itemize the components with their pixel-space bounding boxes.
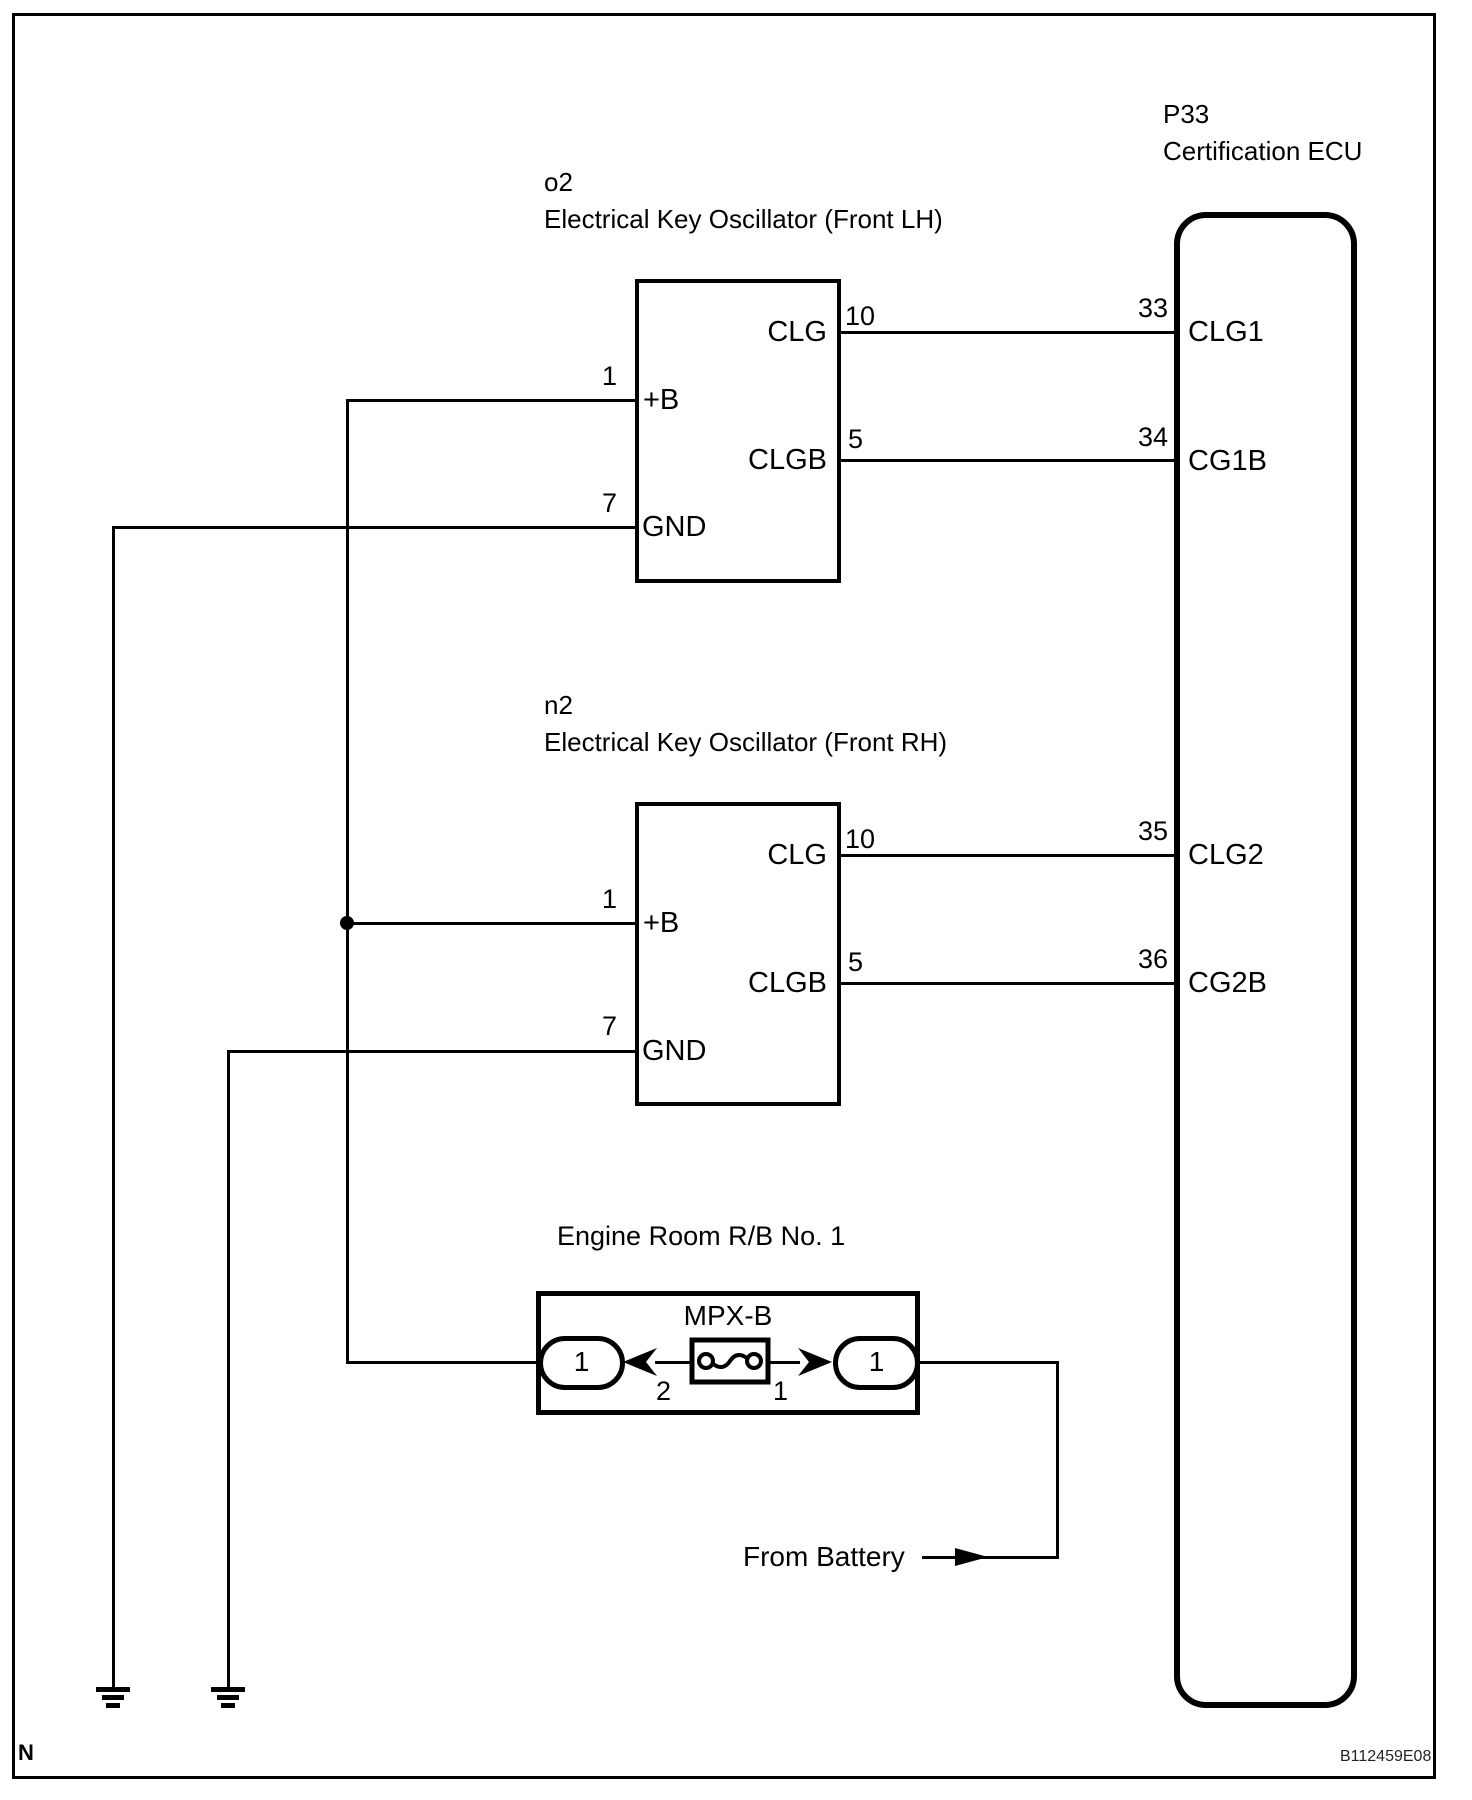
oscillator-rh-title [544,687,947,761]
connector-cavity-right: 1 [833,1336,920,1390]
ground-icon [211,1687,245,1709]
oscillator-rh-code: n2 [544,690,573,720]
wire-b2 [347,922,637,925]
pin-number-clgb: 5 [848,947,864,977]
rb-pin-number-left: 2 [656,1376,672,1406]
ecu-terminal-name: CG1B [1188,445,1267,477]
oscillator-rh-name: Electrical Key Oscillator (Front RH) [544,727,948,757]
battery-note: From Battery [743,1541,905,1572]
oscillator-lh-code: o2 [544,167,573,197]
wire-battery-vertical [1056,1361,1059,1559]
oscillator-lh-name: Electrical Key Oscillator (Front LH) [544,204,943,234]
pin-label-clg: CLG [767,839,827,871]
oscillator-lh-title [544,164,943,238]
pin-number-clg: 10 [845,824,876,854]
ecu-terminal-number: 34 [1137,422,1168,452]
pin-number-gnd: 7 [601,1011,617,1041]
wire-rb-in [347,1361,540,1364]
ecu-terminal-number: 33 [1137,293,1168,323]
wire-gnd2 [228,1050,637,1053]
ground-icon [96,1687,130,1709]
relay-block-title: Engine Room R/B No. 1 [557,1221,846,1251]
wire-b1 [347,399,637,402]
junction-dot [340,916,354,930]
pin-label-b: +B [643,384,680,416]
wire-clg1 [839,331,1177,334]
wire-gnd1 [113,526,637,529]
pin-number-b: 1 [601,361,617,391]
pin-number-b: 1 [601,884,617,914]
wire-clg2 [839,854,1177,857]
wire-cg2b [839,982,1177,985]
pin-number-clg: 10 [845,301,876,331]
wire-gnd2-vertical [227,1050,230,1687]
pin-label-b: +B [643,907,680,939]
connector-cavity-left: 1 [538,1336,625,1390]
certification-ecu-box [1174,212,1357,1708]
fuse-label: MPX-B [683,1300,773,1331]
footer-page-label: N [18,1740,34,1765]
pin-number-gnd: 7 [601,488,617,518]
ecu-name: Certification ECU [1163,136,1363,166]
ecu-code: P33 [1163,99,1210,129]
battery-flow-arrow-icon [953,1547,991,1567]
fuse-icon [688,1336,772,1386]
wire-b-feed-vertical [346,399,349,1364]
wire-cg1b [839,459,1177,462]
ecu-terminal-name: CLG2 [1188,839,1264,871]
pin-number-clgb: 5 [848,424,864,454]
ecu-terminal-name: CG2B [1188,967,1267,999]
pin-label-clgb: CLGB [748,967,827,999]
ecu-terminal-name: CLG1 [1188,316,1264,348]
connector-arrow-left-icon [621,1347,659,1377]
ecu-terminal-number: 35 [1137,816,1168,846]
pin-label-gnd: GND [642,511,707,543]
wire-gnd1-vertical [112,526,115,1687]
rb-pin-number-right: 1 [773,1376,789,1406]
pin-label-clg: CLG [767,316,827,348]
pin-label-clgb: CLGB [748,444,827,476]
ecu-terminal-number: 36 [1137,944,1168,974]
ecu-title [1163,96,1362,170]
pin-label-gnd: GND [642,1035,707,1067]
connector-arrow-right-icon [796,1347,834,1377]
wire-rb-out [917,1361,1059,1364]
figure-reference-code: B112459E08 [1340,1748,1432,1765]
